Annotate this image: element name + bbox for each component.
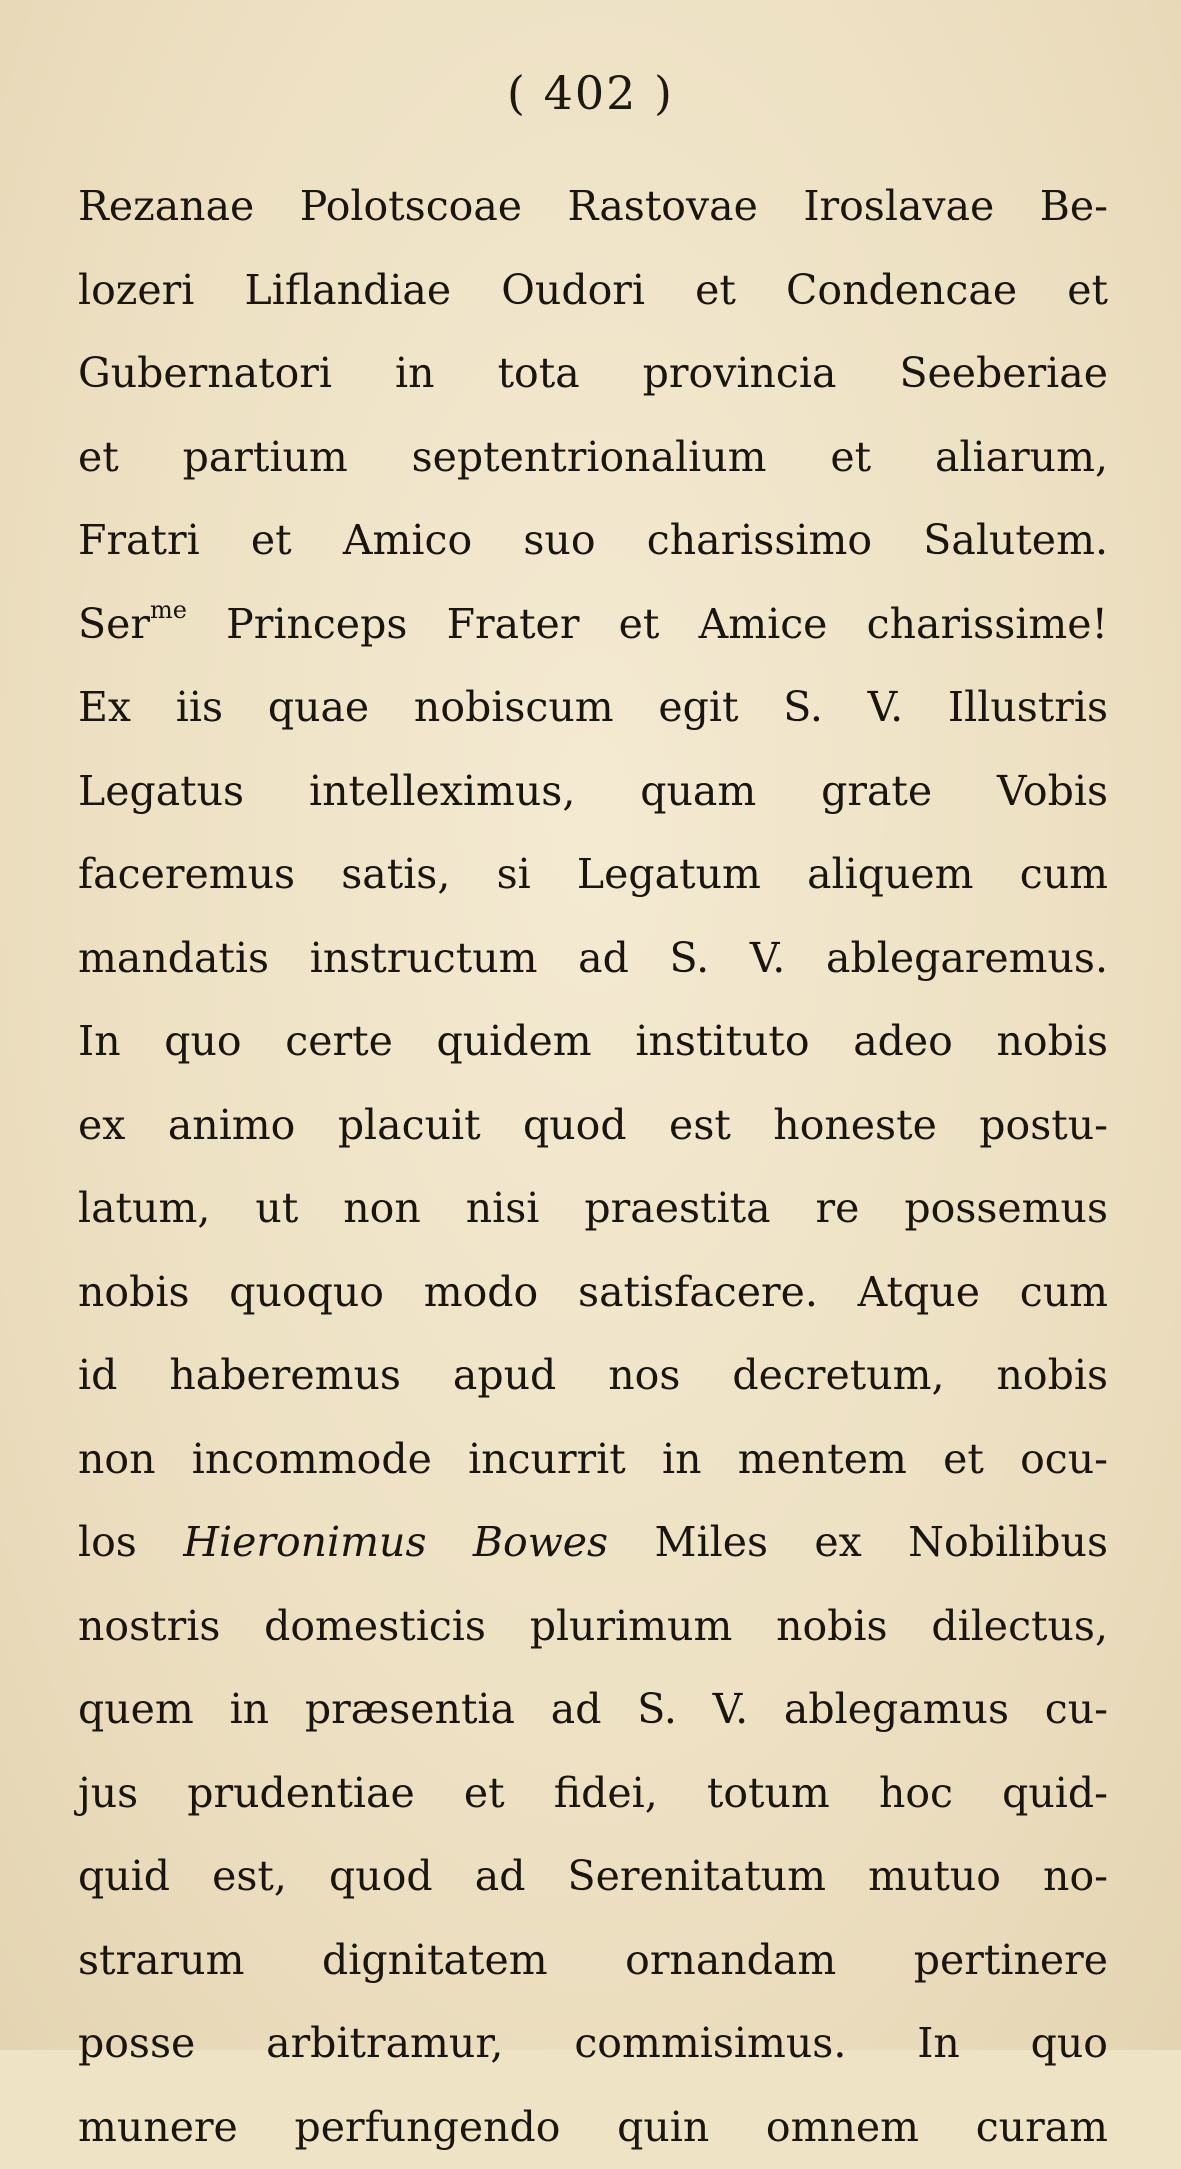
line-start: los [78,1518,183,1566]
text-line: ex animo placuit quod est honeste postu- [78,1084,1108,1168]
salutation-superscript: me [150,596,187,624]
text-line: latum, ut non nisi praestita re possemus [78,1167,1108,1251]
text-line: id haberemus apud nos decretum, nobis [78,1334,1108,1418]
text-line: non incommode incurrit in mentem et ocu- [78,1418,1108,1502]
text-line: et partium septentrionalium et aliarum, [78,416,1108,500]
body-text [78,165,1108,2169]
text-line: Gubernatori in tota provincia Seeberiae [78,332,1108,416]
text-line: Fratri et Amico suo charissimo Salutem. [78,499,1108,583]
text-line: nostris domesticis plurimum nobis dilectus, [78,1585,1108,1669]
text-line: Ex iis quae nobiscum egit S. V. Illustris [78,666,1108,750]
text-line: In quo certe quidem instituto adeo nobis [78,1000,1108,1084]
text-line: posse arbitramur, commisimus. In quo [78,2002,1108,2086]
text-line: quid est, quod ad Serenitatum mutuo no- [78,1835,1108,1919]
text-line [78,1501,1108,1585]
salutation-abbrev: Ser [78,600,150,648]
italic-name: Hieronimus Bowes [183,1518,608,1566]
text-line: Legatus intelleximus, quam grate Vobis [78,750,1108,834]
text-line: strarum dignitatem ornandam pertinere [78,1919,1108,2003]
text-line [78,583,1108,667]
text-line: lozeri Liflandiae Oudori et Condencae et [78,249,1108,333]
text-line: nobis quoquo modo satisfacere. Atque cum [78,1251,1108,1335]
page-number: ( 402 ) [0,66,1181,120]
text-line: quem in præsentia ad S. V. ablegamus cu- [78,1668,1108,1752]
salutation-rest: Princeps Frater et Amice charissime! [187,600,1108,648]
text-line: jus prudentiae et fidei, totum hoc quid- [78,1752,1108,1836]
text-line: mandatis instructum ad S. V. ablegaremus. [78,917,1108,1001]
line-end: Miles ex Nobilibus [608,1518,1108,1566]
text-line: faceremus satis, si Legatum aliquem cum [78,833,1108,917]
text-line: Rezanae Polotscoae Rastovae Iroslavae Be- [78,165,1108,249]
text-line: munere perfungendo quin omnem curam [78,2086,1108,2169]
